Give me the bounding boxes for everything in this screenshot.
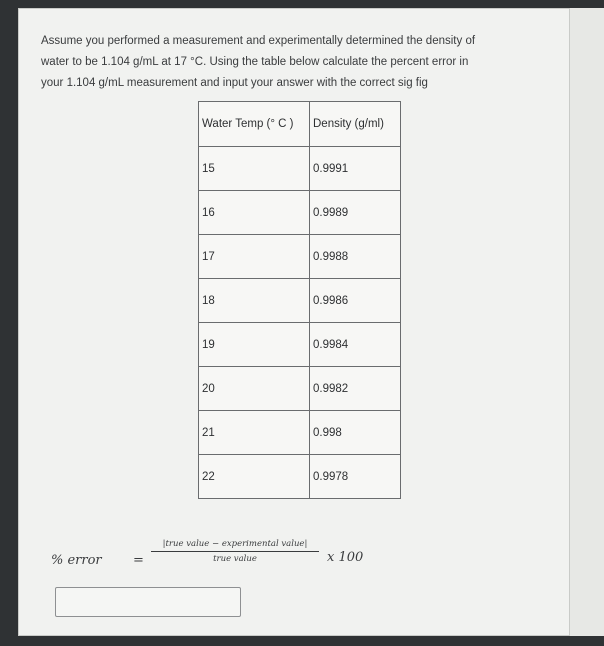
question-line-2: water to be 1.104 g/mL at 17 °C. Using the table below calculate the percent error in — [41, 56, 469, 68]
fraction-bar — [151, 551, 319, 552]
density-cell: 0.9989 — [310, 191, 401, 235]
formula-fraction — [151, 539, 319, 564]
table-row — [199, 279, 401, 323]
table-header-row — [199, 102, 401, 147]
formula-equals: = — [133, 553, 144, 568]
table-row — [199, 147, 401, 191]
density-table — [198, 101, 401, 499]
temp-cell: 20 — [199, 367, 310, 411]
column-header-density: Density (g/ml) — [310, 102, 401, 147]
table-row — [199, 235, 401, 279]
question-card — [18, 8, 570, 636]
temp-cell: 18 — [199, 279, 310, 323]
table-row — [199, 323, 401, 367]
density-cell: 0.9978 — [310, 455, 401, 499]
density-cell: 0.9984 — [310, 323, 401, 367]
temp-cell: 15 — [199, 147, 310, 191]
temp-cell: 19 — [199, 323, 310, 367]
temp-cell: 17 — [199, 235, 310, 279]
table-row — [199, 411, 401, 455]
formula-lhs: % error — [51, 553, 102, 568]
density-cell: 0.998 — [310, 411, 401, 455]
temp-cell: 22 — [199, 455, 310, 499]
formula-multiplier: x 100 — [327, 550, 364, 565]
column-header-water-temp: Water Temp (° C ) — [199, 102, 310, 147]
answer-input[interactable] — [55, 587, 241, 617]
background-edge — [570, 8, 604, 636]
formula-numerator: |true value − experimental value| — [162, 539, 308, 549]
formula-denominator: true value — [213, 554, 257, 564]
table-row — [199, 191, 401, 235]
percent-error-formula — [51, 539, 391, 583]
table-row — [199, 455, 401, 499]
density-cell: 0.9986 — [310, 279, 401, 323]
temp-cell: 16 — [199, 191, 310, 235]
question-text — [41, 31, 551, 94]
density-cell: 0.9988 — [310, 235, 401, 279]
temp-cell: 21 — [199, 411, 310, 455]
density-cell: 0.9991 — [310, 147, 401, 191]
question-line-3: your 1.104 g/mL measurement and input your answer with the correct sig fig — [41, 77, 428, 89]
density-cell: 0.9982 — [310, 367, 401, 411]
table-row — [199, 367, 401, 411]
question-line-1: Assume you performed a measurement and experimentally determined the density of — [41, 35, 476, 47]
